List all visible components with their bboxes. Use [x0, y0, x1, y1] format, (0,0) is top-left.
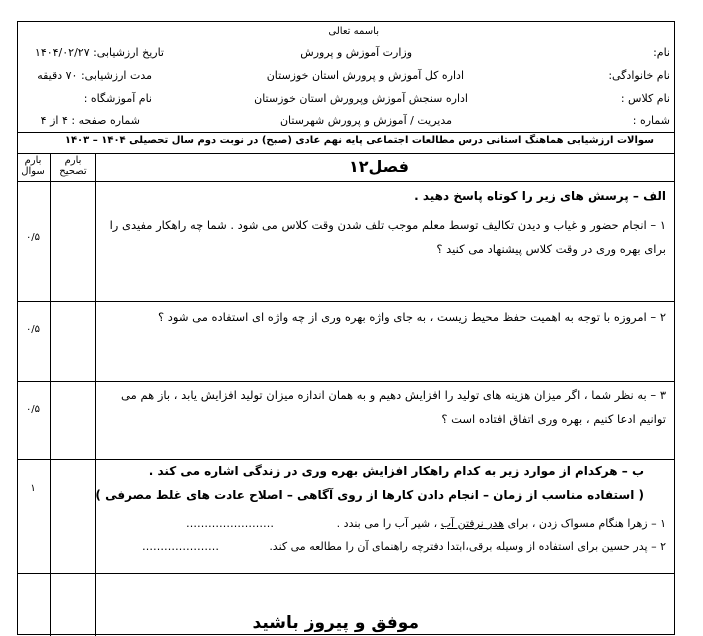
question-3-score: ۰/۵ — [25, 404, 41, 415]
question-divider — [18, 301, 674, 302]
closing-message: موفق و پیروز باشید — [252, 613, 419, 633]
correction-score-header: بارم تصحیح — [59, 155, 87, 177]
question-divider — [18, 459, 674, 460]
general-office-title: اداره کل آموزش و پرورش استان خوزستان — [266, 69, 464, 82]
divider — [18, 181, 674, 182]
chapter-title: فصل۱۲ — [348, 157, 409, 176]
exam-frame — [17, 21, 675, 635]
b-item-2-answer-blank: ………………… — [142, 540, 219, 553]
divider — [18, 153, 674, 154]
column-divider — [95, 153, 96, 636]
county-office-title: مدیریت / آموزش و پرورش شهرستان — [279, 114, 452, 127]
question-1-text: ۱ – انجام حضور و غیاب و دیدن تکالیف توسط معلم موجب تلف شدن وقت کلاس می شود . شما چه راهکار مفیدی را برای بهره وری در وقت کلاس پیشنهاد می کنید ؟ — [109, 218, 666, 256]
question-2-score: ۰/۵ — [25, 324, 41, 335]
section-b-heading: ب – هرکدام از موارد زیر به کدام راهکار افزایش بهره وری در زندگی اشاره می کند . — [148, 464, 644, 478]
divider — [18, 573, 674, 574]
question-2-text: ۲ – امروزه با توجه به اهمیت حفظ محیط زیست ، به جای واژه بهره وری از چه واژه ای استفاده می شود ؟ — [158, 310, 666, 324]
basmala: باسمه تعالی — [328, 26, 379, 37]
b-item-1-underlined: هدر نرفتن آب — [440, 517, 505, 530]
exam-title: سوالات ارزشیابی هماهنگ استانی درس مطالعات اجتماعی پایه نهم عادی (صبح) در نوبت دوم سال تحصیلی ۱۴۰۴ – ۱۴۰۳ — [64, 135, 654, 146]
question-divider — [18, 381, 674, 382]
section-b-options: ( استفاده مناسب از زمان – انجام دادن کارها از روی آگاهی – اصلاح عادت های غلط مصرفی ) — [95, 488, 644, 502]
page-number: شماره صفحه : ۴ از ۴ — [40, 114, 140, 127]
name-label: نام: — [653, 46, 670, 59]
column-divider — [50, 153, 51, 636]
b-item-1-answer-blank: …………………… — [186, 517, 274, 530]
b-item-2: ۲ – پدر حسین برای استفاده از وسیله برقی،ابتدا دفترچه راهنمای آن را مطالعه می کند. — [269, 540, 666, 553]
question-1-score: ۰/۵ — [25, 232, 41, 243]
question-score-header: بارم سوال — [21, 155, 45, 177]
class-name-label: نام کلاس : — [620, 92, 670, 105]
b-item-1 — [337, 517, 666, 530]
b-item-1-suffix: ، شیر آب را می بندد . — [336, 517, 441, 530]
number-label: شماره : — [632, 114, 670, 127]
question-3-text: ۳ – به نظر شما ، اگر میزان هزینه های تولید را افزایش دهیم و به همان اندازه میزان تولید افزایش یابد ، باز هم می توانیم ادعا کنیم ، بهره وری اتفاق افتاده است ؟ — [121, 388, 666, 426]
section-a-heading: الف – پرسش های زیر را کوتاه پاسخ دهید . — [414, 189, 666, 203]
family-name-label: نام خانوادگی: — [608, 69, 670, 82]
divider — [18, 132, 674, 133]
b-item-1-prefix: ۱ – زهرا هنگام مسواک زدن ، برای — [504, 517, 666, 530]
school-name-label: نام آموزشگاه : — [83, 92, 152, 105]
ministry-title: وزارت آموزش و پرورش — [300, 46, 412, 59]
exam-date: تاریخ ارزشیابی: ۱۴۰۴/۰۲/۲۷ — [34, 46, 164, 59]
assessment-office-title: اداره سنجش آموزش وپرورش استان خوزستان — [254, 92, 468, 105]
exam-duration: مدت ارزشیابی: ۷۰ دقیقه — [37, 69, 152, 82]
question-4-score: ۱ — [30, 483, 36, 494]
